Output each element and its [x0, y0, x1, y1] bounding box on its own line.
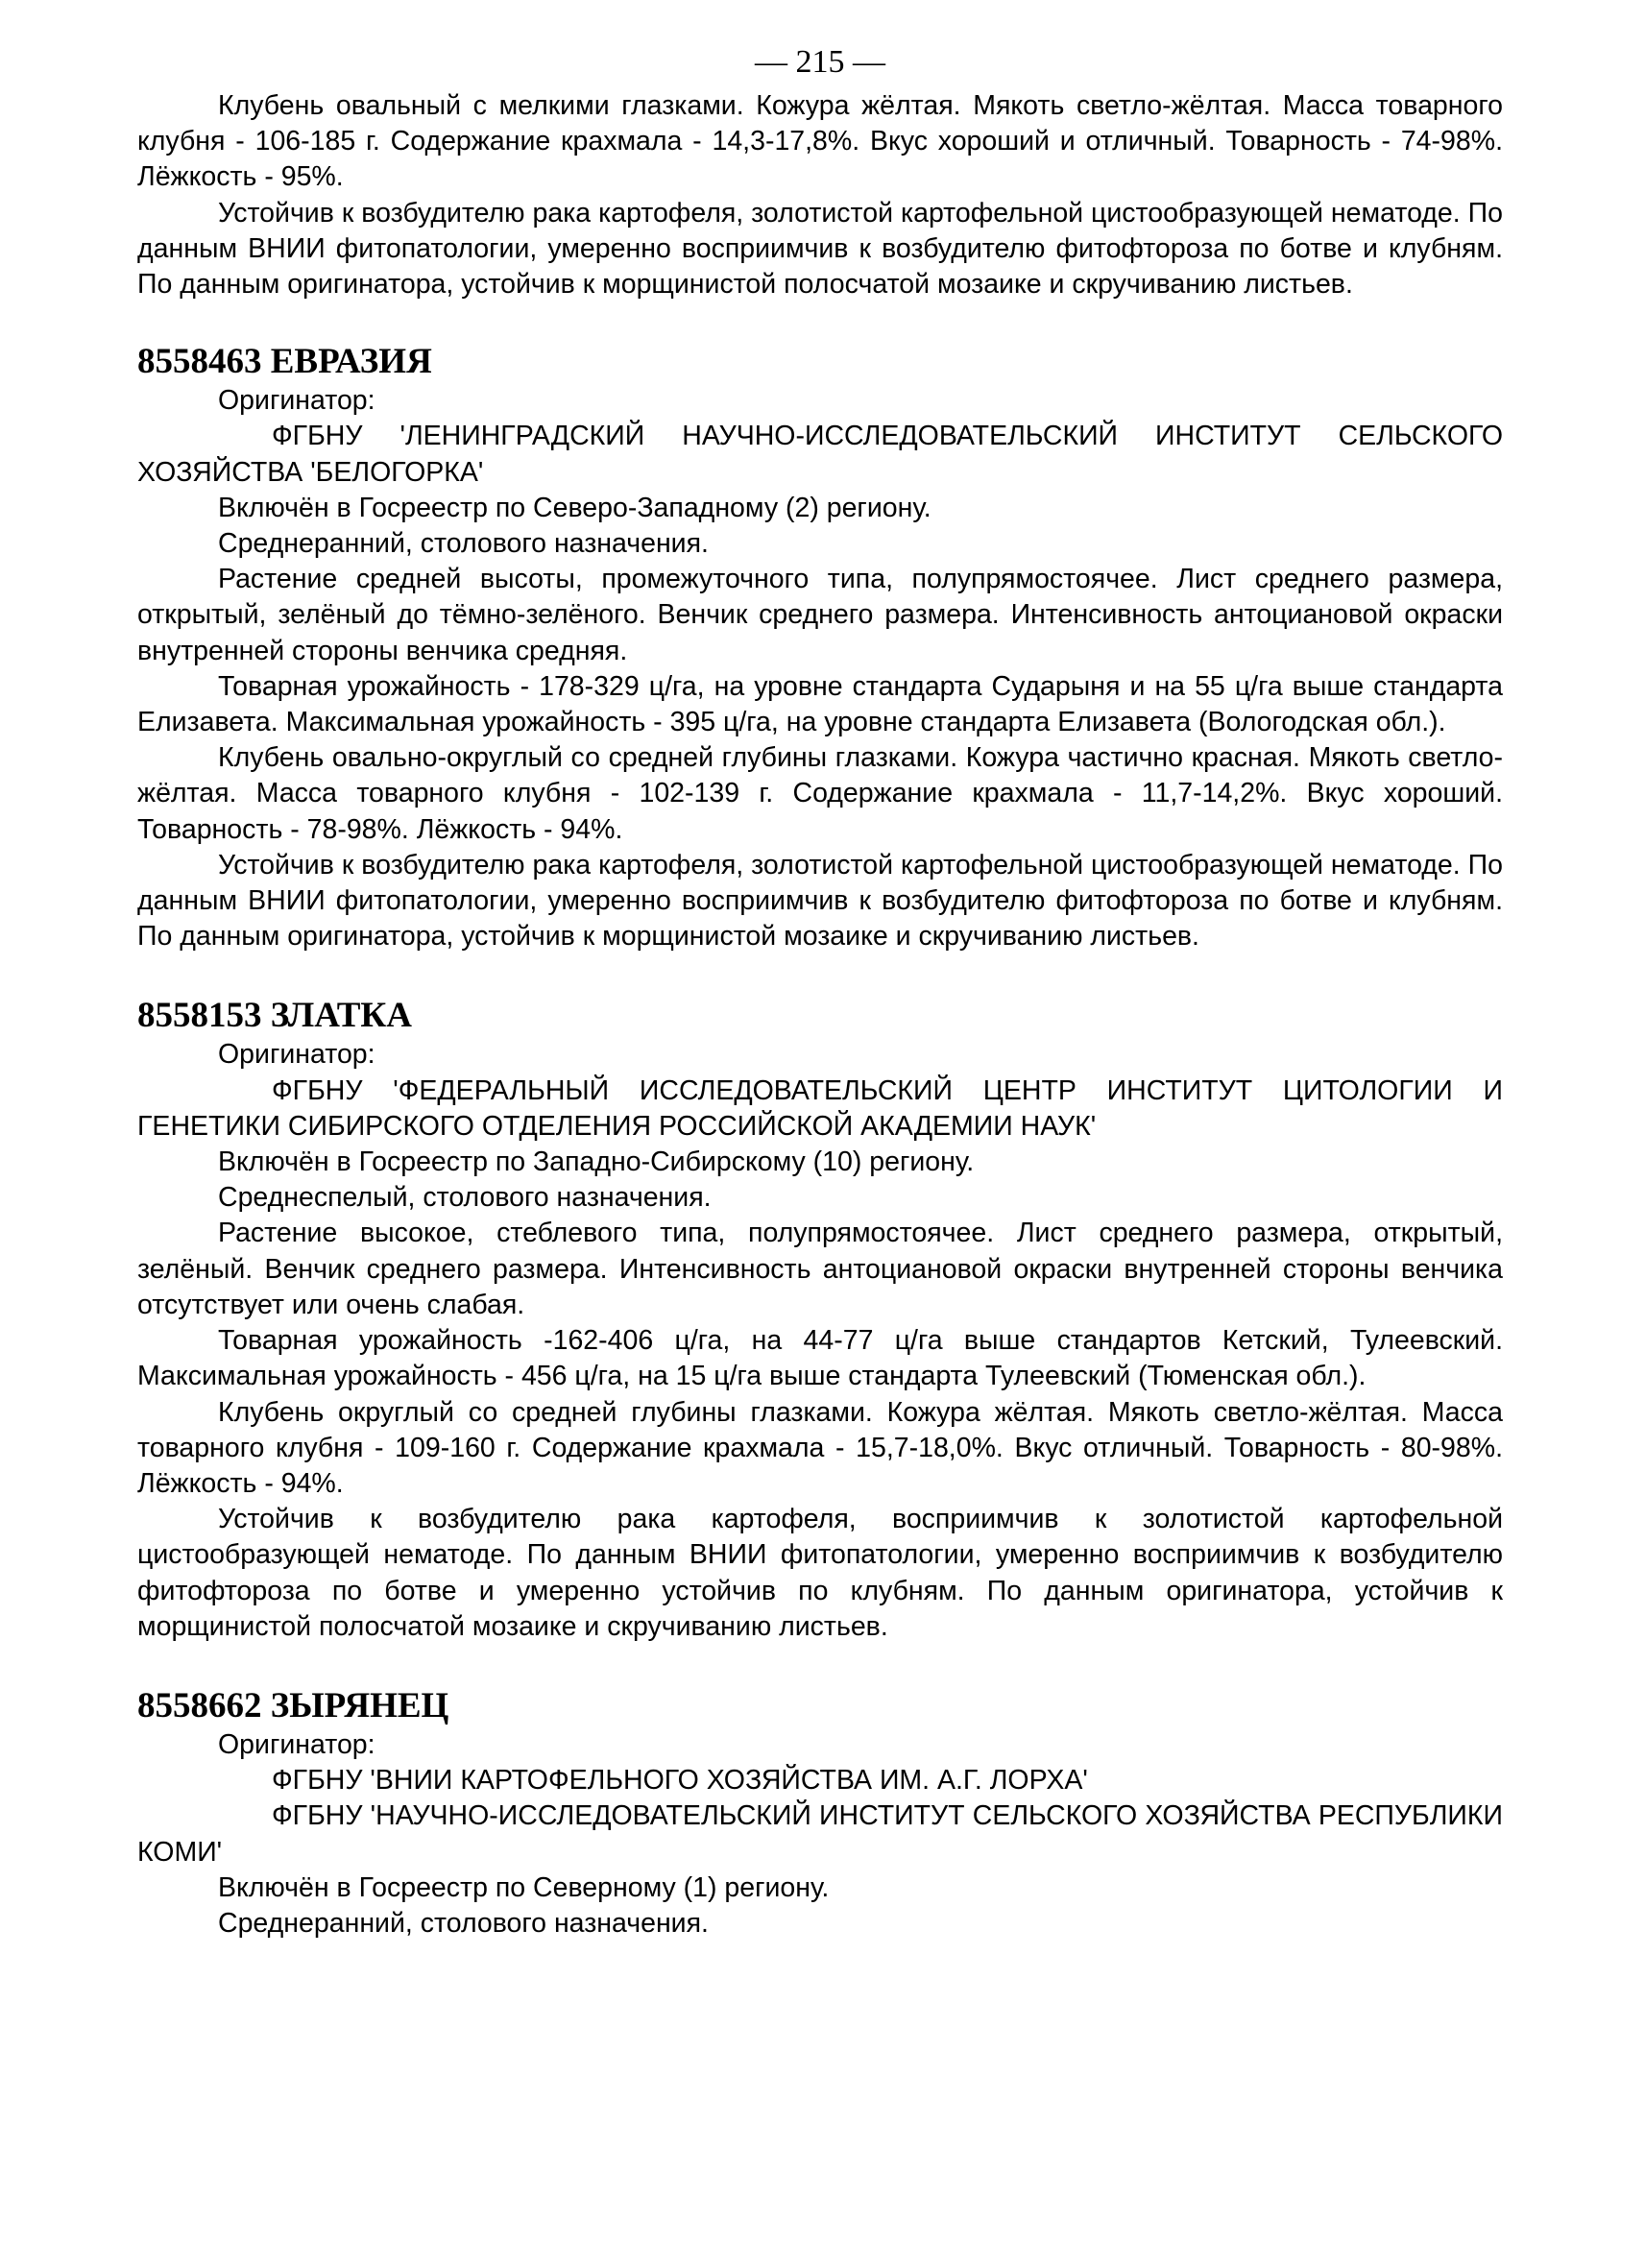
- originator-label: Оригинатор:: [218, 1728, 375, 1760]
- originator-name: ФГБНУ 'ФЕДЕРАЛЬНЫЙ ИССЛЕДОВАТЕЛЬСКИЙ ЦЕНТР ИНСТИТУТ ЦИТОЛОГИИ И ГЕНЕТИКИ СИБИРСКОГО ОТДЕЛЕНИЯ РОССИЙСКОЙ АКАДЕМИИ НАУК': [137, 1074, 1503, 1142]
- paragraph: Включён в Госреестр по Северо-Западному (2) региону.: [218, 492, 931, 523]
- paragraph: Устойчив к возбудителю рака картофеля, золотистой картофельной цистообразующей нематоде. По данным ВНИИ фитопатологии, умеренно восприимчив к возбудителю фитофтороза по ботве и клубням. По данным оригинатора, устойчив к морщинистой полосчатой мозаике и скручиванию листьев.: [137, 197, 1503, 301]
- paragraph: Клубень округлый со средней глубины глазками. Кожура жёлтая. Мякоть светло-жёлтая. Масса товарного клубня - 109-160 г. Содержание крахмала - 15,7-18,0%. Вкус отличный. Товарность - 80-98%. Лёжкость - 94%.: [137, 1396, 1503, 1499]
- variety-section-zlatka: [137, 995, 1503, 1644]
- originator-name: ФГБНУ 'ВНИИ КАРТОФЕЛЬНОГО ХОЗЯЙСТВА ИМ. А.Г. ЛОРХА': [272, 1765, 1088, 1797]
- originator-label: Оригинатор:: [218, 1039, 375, 1071]
- paragraph: Устойчив к возбудителю рака картофеля, восприимчив к золотистой картофельной цистообразующей нематоде. По данным ВНИИ фитопатологии, умеренно восприимчив к возбудителю фитофтороза по ботве и умеренно устойчив по клубням. По данным оригинатора, устойчив к морщинистой полосчатой мозаике и скручиванию листьев.: [137, 1504, 1503, 1642]
- paragraph: Клубень овально-округлый со средней глубины глазками. Кожура частично красная. Мякоть светло-жёлтая. Масса товарного клубня - 102-139 г. Содержание крахмала - 11,7-14,2%. Вкус хороший. Товарность - 78-98%. Лёжкость - 94%.: [137, 742, 1503, 845]
- paragraph: Среднеранний, столового назначения.: [218, 528, 709, 560]
- paragraph: Включён в Госреестр по Северному (1) региону.: [218, 1871, 830, 1903]
- variety-section-zyryanets: [137, 1685, 1503, 1942]
- paragraph: Включён в Госреестр по Западно-Сибирскому (10) региону.: [218, 1146, 975, 1178]
- variety-section-evrazia: [137, 341, 1503, 954]
- originator-label: Оригинатор:: [218, 385, 375, 417]
- document-page: [137, 46, 1503, 1942]
- variety-heading: 8558153 ЗЛАТКА: [137, 996, 412, 1036]
- paragraph: Клубень овальный с мелкими глазками. Кожура жёлтая. Мякоть светло-жёлтая. Масса товарного клубня - 106-185 г. Содержание крахмала - 14,3-17,8%. Вкус хороший и отличный. Товарность - 74-98%. Лёжкость - 95%.: [137, 90, 1503, 193]
- variety-heading: 8558463 ЕВРАЗИЯ: [137, 342, 432, 382]
- variety-heading: 8558662 ЗЫРЯНЕЦ: [137, 1685, 449, 1725]
- paragraph: Среднеранний, столового назначения.: [218, 1907, 709, 1939]
- paragraph: Растение высокое, стеблевого типа, полупрямостоячее. Лист среднего размера, открытый, зелёный. Венчик среднего размера. Интенсивность антоциановой окраски внутренней стороны венчика отсутствует или очень слабая.: [137, 1218, 1503, 1320]
- paragraph: Растение средней высоты, промежуточного типа, полупрямостоячее. Лист среднего размера, открытый, зелёный до тёмно-зелёного. Венчик среднего размера. Интенсивность антоциановой окраски внутренней стороны венчика средняя.: [137, 564, 1503, 666]
- paragraph: Среднеспелый, столового назначения.: [218, 1182, 712, 1214]
- paragraph: Товарная урожайность - 178-329 ц/га, на уровне стандарта Сударыня и на 55 ц/га выше стандарта Елизавета. Максимальная урожайность - 395 ц/га, на уровне стандарта Елизавета (Вологодская обл.).: [137, 670, 1503, 738]
- paragraph: Товарная урожайность -162-406 ц/га, на 44-77 ц/га выше стандартов Кетский, Тулеевский. Максимальная урожайность - 456 ц/га, на 15 ц/га выше стандарта Тулеевский (Тюменская обл.).: [137, 1325, 1503, 1392]
- intro-section: [137, 88, 1503, 302]
- paragraph: Устойчив к возбудителю рака картофеля, золотистой картофельной цистообразующей нематоде. По данным ВНИИ фитопатологии, умеренно восприимчив к возбудителю фитофтороза по ботве и клубням. По данным оригинатора, устойчив к морщинистой мозаике и скручиванию листьев.: [137, 849, 1503, 953]
- originator-name: ФГБНУ 'ЛЕНИНГРАДСКИЙ НАУЧНО-ИССЛЕДОВАТЕЛЬСКИЙ ИНСТИТУТ СЕЛЬСКОГО ХОЗЯЙСТВА 'БЕЛОГОРКА': [137, 421, 1503, 488]
- originator-name: ФГБНУ 'НАУЧНО-ИССЛЕДОВАТЕЛЬСКИЙ ИНСТИТУТ СЕЛЬСКОГО ХОЗЯЙСТВА РЕСПУБЛИКИ КОМИ': [137, 1800, 1503, 1868]
- page-number: — 215 —: [755, 44, 885, 80]
